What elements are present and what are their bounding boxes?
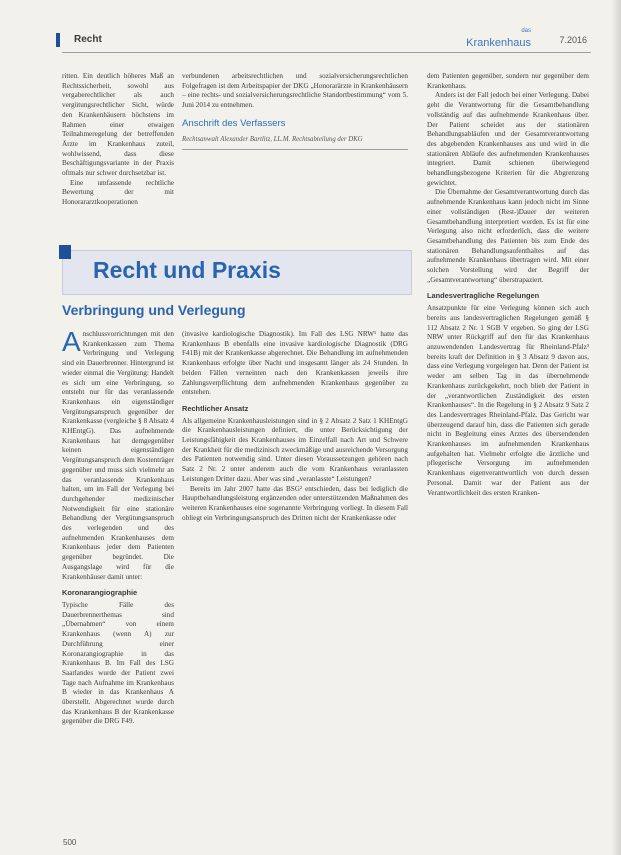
- article-col3: [427, 72, 589, 498]
- paragraph: ritten. Ein deutlich höheres Maß an Rechtssicherheit, sowohl aus vergaberechtlicher als auch vergütungsrechtlicher Sicht, würde den Krankenhäusern höchstens im Rahmen einer etwaigen Teilnahmeregelung der betreffenden Ärzte im Krankenhaus zuteil, wohlwissend, dass diese Beschäftigungsvariante in der Praxis oftmals nur schwer durchsetzbar ist.: [62, 72, 174, 178]
- logo-small-text: das: [521, 28, 531, 34]
- paragraph: Bereits im Jahr 2007 hatte das BSG² entschieden, dass bei lediglich die Hauptbehandlungsleistung ergänzenden oder unterstützenden Maßnahmen des weiteren Krankenhauses eine sogenannte Verbringung vorliegt. In diesem Fall obliegt ein Verbringungsanspruch des Dritten nicht der Krankenkasse oder: [182, 484, 408, 522]
- header-accent-mark: [56, 33, 60, 47]
- logo-big-text: Krankenhaus: [466, 37, 531, 49]
- article-col1: [62, 330, 174, 825]
- paragraph: Die Übernahme der Gesamtverantwortung durch das aufnehmende Krankenhaus kann jedoch nicht im Sinne einer vollständigen (Rest-)Dauer der weiteren Gesamtbehandlung interpretiert werden. Es ist für eine Verlegung also nicht erforderlich, dass die weitere Gesamtbehandlung des Patienten bis zum Ende des stationären Behandlungsaufenthaltes auf das aufnehmende Krankenhaus übertragen wird. Mit einer solchen Vorstellung wird der Begriff der „Gesamtverantwortung“ überstrapaziert.: [427, 188, 589, 284]
- prev-article-col2: [182, 72, 408, 155]
- author-heading: Anschrift des Verfassers: [182, 117, 286, 129]
- magazine-logo: [466, 28, 531, 50]
- paragraph: Anders ist der Fall jedoch bei einer Verlegung. Dabei geht die Verantwortung für die Gesamtbehandlung vollständig auf das aufnehmende Krankenhaus über. Der Patient scheidet aus der stationären Behandlungsabläufen und der Gesamtverantwortung des abgebenden Krankenhauses aus und wird in die stationären Abläufe des aufnehmenden Krankenhauses integriert. Damit schienen überwiegend behandlungsbezogene Kriterien für die Abgrenzung gewichtet.: [427, 91, 589, 187]
- paragraph: Ansatzpunkte für eine Verlegung können sich auch bereits aus landesvertraglichen Regelungen gemäß § 112 Absatz 2 Nr. 1 SGB V ergeben. So ging der LSG NRW unter Rückgriff auf den für das Krankenhaus anzuwendenden Landesvertrag für Rheinland-Pfalz³ bereits kraft der Definition in § 3 Absatz 9 davon aus, dass eine Verlegung vorgelegen hat. Denn der Patient ist weder am selben Tag in das übernehmende Krankenhaus zurückgekehrt, noch blieb der Patient in der „verantwortlichen Zuständigkeit des ersten Krankenhauses“. In die Regelung in § 2 Absatz 9 Satz 2 des Landesvertrages Rheinland-Pfalz. Das Gericht war überzeugend darauf hin, dass die Patienten sich gerade nicht in Begleitung eines Arztes des übersendenden Krankenhauses im aufnehmenden Krankenhaus aufgehalten hat. Vielmehr erfolgte die ärztliche und pflegerische Versorgung im aufnehmenden Krankenhaus eigenverantwortlich von durch dessen Personal. Damit war der Patient aus der Verantwortlichkeit des ersten Kranken-: [427, 304, 590, 497]
- prev-article-col1: [62, 72, 174, 208]
- paragraph: verbundenen arbeitsrechtlichen und sozialversicherungsrechtlichen Folgefragen ist dem Arbeitspapier der DKG „Honorarärzte in Krankenhäusern – eine rechts- und sozialversicherungsrechtliche Standortbestimmung“ vom 5. Juni 2014 zu entnehmen.: [182, 72, 408, 110]
- section-heading: Koronarangiographie: [62, 588, 138, 598]
- divider: [182, 149, 408, 150]
- page-edge-shadow: [611, 0, 621, 855]
- banner-title: Recht und Praxis: [93, 257, 281, 283]
- page-number: 500: [63, 838, 77, 847]
- running-header: [62, 30, 591, 53]
- paragraph: dem Patienten gegenüber, sondern nur gegenüber dem Krankenhaus.: [427, 72, 589, 90]
- paragraph: Als allgemeine Krankenhausleistungen sind in § 2 Absatz 2 Satz 1 KHEntgG die Krankenhausleistungen definiert, die unter Berücksichtigung der Leistungsfähigkeit des Krankenhauses im Einzelfall nach Art und Schwere der Krankheit für die medizinisch zweckmäßige und ausreichende Versorgung des Patienten notwendig sind. Unter diesen Voraussetzungen gehören nach Satz 2 Nr. 2 unter anderem auch die vom Krankenhaus veranlassten Leistungen Dritter dazu. Aber was sind „veranlasste“ Leistungen?: [182, 416, 408, 483]
- issue-number: 7.2016: [559, 35, 587, 45]
- paragraph: (invasive kardiologische Diagnostik). Im Fall des LSG NRW¹ hatte das Krankenhaus B ebenfalls eine invasive kardiologische Diagnostik (DRG F41B) mit der Krankenkasse abgerechnet. Die Behandlung im aufnehmenden Krankenhaus erfolgte über Nacht und insgesamt länger als 24 Stunden. In beiden Fällen verneinten nach den Krankenkassen jeweils ihre Zahlungsverpflichtung dem aufnehmenden Krankenhaus gegenüber zu entstehen.: [182, 330, 408, 397]
- banner-accent-mark: [59, 245, 71, 259]
- paragraph: nschlussvorrichtungen mit den Krankenkassen zum Thema Verbringung und Verlegung sind ein Dauerbrenner. Hintergrund ist wieder einmal die Vergütung: Handelt es sich um eine Verbringung, so entsteht nur für das veranlassende Krankenhaus ein eigenständiger Vergütungsanspruch gegenüber der Krankenkasse (vergleiche § 8 Absatz 4 KHEntgG). Das aufnehmende Krankenhaus hat demgegenüber keinen eigenständigen Vergütungsanspruch dem Kostenträger gegenüber und muss sich vielmehr an das veranlassende Krankenhaus halten, um im Fall der Verlegung bei durchgehender medizinischer Notwendigkeit für eine stationäre Behandlung der Vergütungsanspruch des verlegenden und des aufnehmenden Krankenhauses dem Krankenhaus jeder dem Patienten gegenüber begründet. Die Ausgangslage wird für die Krankenhäuser damit unter:: [62, 330, 174, 581]
- section-heading: Landesvertragliche Regelungen: [427, 291, 540, 301]
- author-address: Rechtsanwalt Alexander Bartlitz, LL.M. Rechtsabteilung der DKG: [182, 135, 363, 143]
- section-banner: [62, 250, 412, 295]
- article-title: Verbringung und Verlegung: [62, 302, 246, 318]
- section-heading: Rechtlicher Ansatz: [182, 403, 249, 413]
- header-section-title: Recht: [74, 34, 102, 45]
- paragraph: Eine umfassende rechtliche Bewertung der mit Honorararztkooperationen: [62, 178, 174, 207]
- article-col2: [182, 330, 408, 825]
- paragraph: Typische Fälle des Dauerbrennerthemas sind „Übernahmen“ von einem Krankenhaus (wenn A) zur Durchführung einer Koronarangiographie in das Krankenhaus B. Im Fall des LSG Saarlandes wurde der Patient zwei Tage nach Aufnahme im Krankenhaus B wieder in das Krankenhaus A überstellt. Abgerechnet wurde durch das Krankenhaus B der Krankenkasse gegenüber die DRG F49.: [62, 600, 174, 726]
- drop-cap: A: [62, 330, 81, 357]
